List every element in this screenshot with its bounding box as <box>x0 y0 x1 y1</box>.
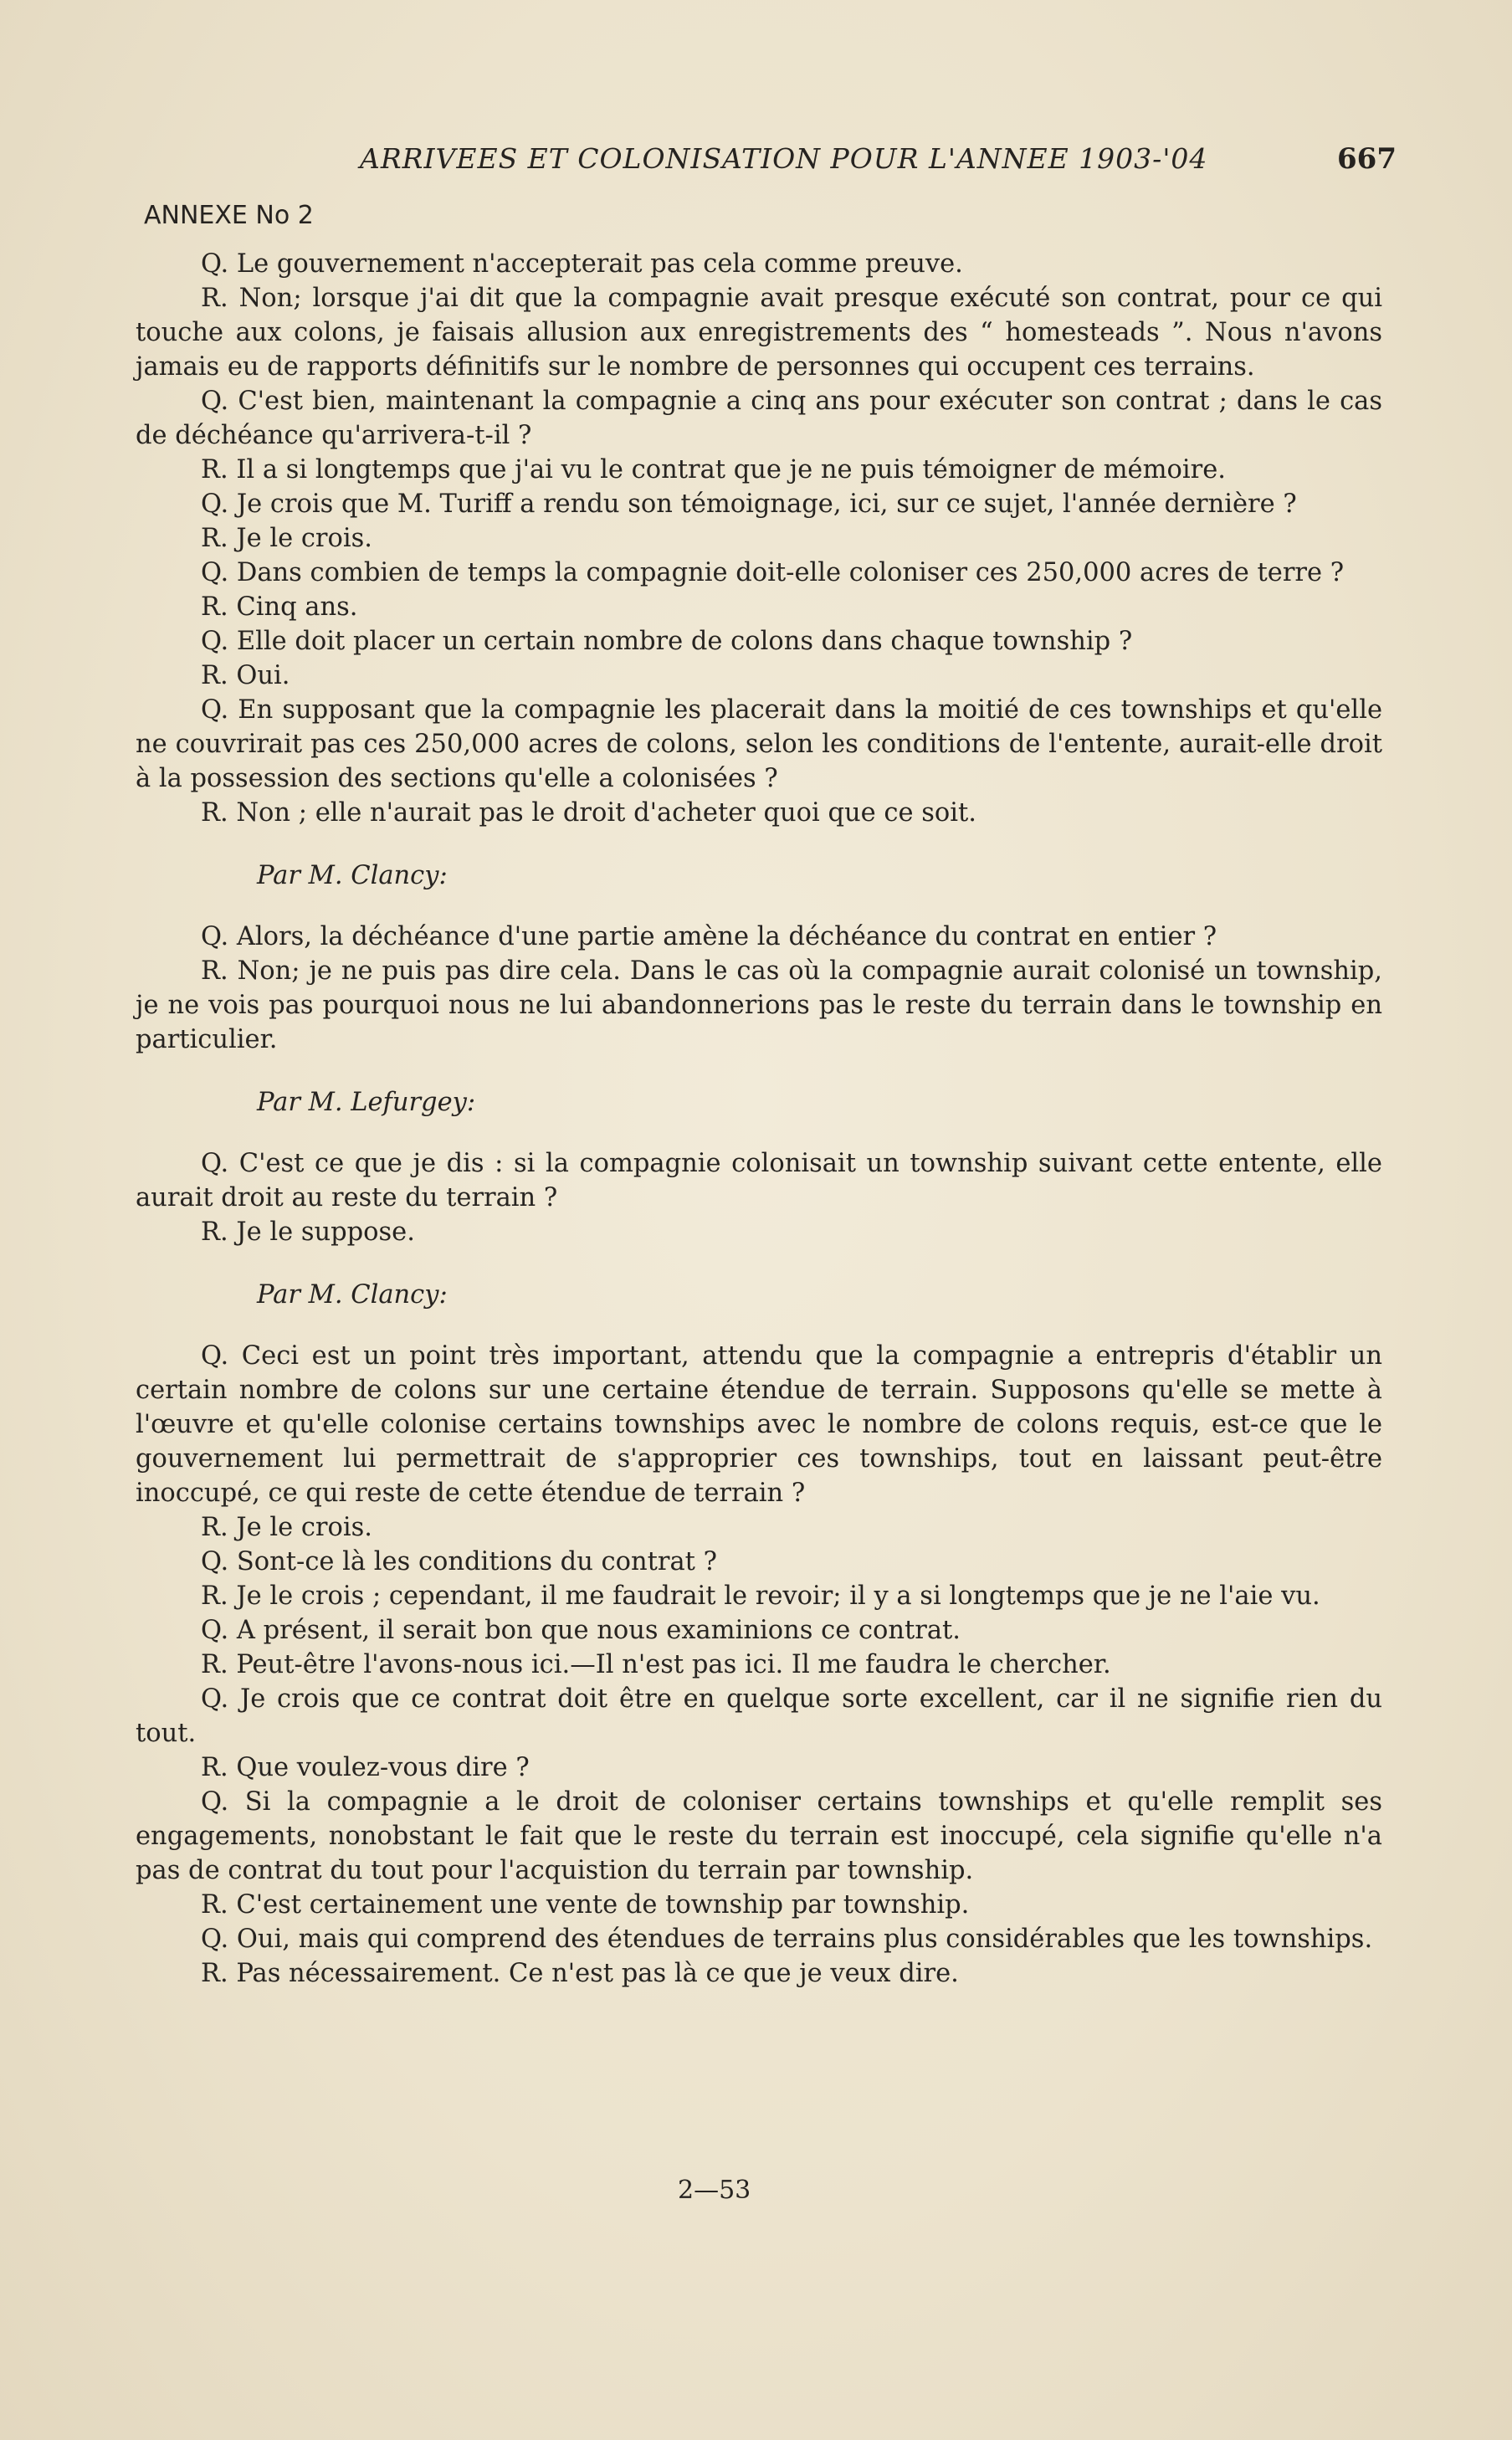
body-text <box>136 247 1382 1991</box>
testimony-paragraph: R. Que voulez-vous dire ? <box>201 1753 530 1782</box>
testimony-paragraph: R. Non; lorsque j'ai dit que la compagnie avait presque exécuté son contrat, pour ce qui touche aux colons, je faisais allusion aux enregistrements des “ homesteads ”. Nous n'avons jamais eu de rapports définitifs sur le nombre de personnes qui occupent ces terrains. <box>136 284 1382 382</box>
testimony-paragraph: Q. Je crois que ce contrat doit être en quelque sorte excellent, car il ne signifie rien du tout. <box>136 1684 1382 1748</box>
testimony-paragraph: R. C'est certainement une vente de township par township. <box>201 1890 970 1920</box>
testimony-paragraph: Q. C'est bien, maintenant la compagnie a cinq ans pour exécuter son contrat ; dans le cas de déchéance qu'arrivera-t-il ? <box>136 387 1382 450</box>
speaker-heading: Par M. Lefurgey: <box>257 1088 476 1117</box>
testimony-paragraph: Q. Elle doit placer un certain nombre de colons dans chaque township ? <box>201 627 1133 656</box>
testimony-paragraph: Q. Si la compagnie a le droit de coloniser certains townships et qu'elle remplit ses engagements, nonobstant le fait que le reste du terrain est inoccupé, cela signifie qu'elle n'a pas de contrat du tout pour l'acquistion du terrain par township. <box>136 1787 1382 1885</box>
speaker-heading: Par M. Clancy: <box>257 861 448 890</box>
speaker-heading: Par M. Clancy: <box>257 1280 448 1310</box>
page-number: 667 <box>1337 142 1397 176</box>
testimony-paragraph: R. Pas nécessairement. Ce n'est pas là ce que je veux dire. <box>201 1959 959 1988</box>
testimony-paragraph: Q. A présent, il serait bon que nous examinions ce contrat. <box>201 1616 961 1645</box>
testimony-paragraph: R. Je le suppose. <box>201 1217 415 1247</box>
signature-mark: 2—53 <box>678 2176 751 2205</box>
testimony-paragraph: R. Je le crois. <box>201 524 372 553</box>
running-title: ARRIVEES ET COLONISATION POUR L'ANNEE 1903-'04 <box>360 142 1208 175</box>
testimony-paragraph: Q. Alors, la déchéance d'une partie amène la déchéance du contrat en entier ? <box>201 922 1217 951</box>
testimony-paragraph: R. Cinq ans. <box>201 592 358 622</box>
testimony-paragraph: R. Je le crois ; cependant, il me faudrait le revoir; il y a si longtemps que je ne l'aie vu. <box>201 1581 1320 1611</box>
testimony-paragraph: Q. Oui, mais qui comprend des étendues de terrains plus considérables que les townships. <box>201 1925 1373 1954</box>
testimony-paragraph: R. Non; je ne puis pas dire cela. Dans le cas où la compagnie aurait colonisé un township, je ne vois pas pourquoi nous ne lui abandonnerions pas le reste du terrain dans le township en particulier. <box>136 956 1382 1054</box>
testimony-paragraph: R. Je le crois. <box>201 1513 372 1542</box>
testimony-paragraph: R. Non ; elle n'aurait pas le droit d'acheter quoi que ce soit. <box>201 798 976 828</box>
testimony-paragraph: R. Oui. <box>201 661 290 690</box>
testimony-paragraph: Q. Ceci est un point très important, attendu que la compagnie a entrepris d'établir un certain nombre de colons sur une certaine étendue de terrain. Supposons qu'elle se mette à l'œuvre et qu'elle colonise certains townships avec le nombre de colons requis, est-ce que le gouvernement lui permettrait de s'approprier ces townships, tout en laissant peut-être inoccupé, ce qui reste de cette étendue de terrain ? <box>136 1341 1382 1508</box>
testimony-paragraph: Q. Je crois que M. Turiff a rendu son témoignage, ici, sur ce sujet, l'année dernière ? <box>201 490 1297 519</box>
testimony-paragraph: Q. Le gouvernement n'accepterait pas cela comme preuve. <box>201 249 963 279</box>
testimony-paragraph: Q. Dans combien de temps la compagnie doit-elle coloniser ces 250,000 acres de terre ? <box>201 558 1345 587</box>
annexe-label: ANNEXE No 2 <box>144 201 314 230</box>
testimony-paragraph: R. Peut-être l'avons-nous ici.—Il n'est pas ici. Il me faudra le chercher. <box>201 1650 1111 1679</box>
testimony-paragraph: Q. C'est ce que je dis : si la compagnie colonisait un township suivant cette entente, elle aurait droit au reste du terrain ? <box>136 1149 1382 1212</box>
testimony-paragraph: R. Il a si longtemps que j'ai vu le contrat que je ne puis témoigner de mémoire. <box>201 455 1226 484</box>
testimony-paragraph: Q. En supposant que la compagnie les placerait dans la moitié de ces townships et qu'elle ne couvrirait pas ces 250,000 acres de colons, selon les conditions de l'entente, aurait-elle droit à la possession des sections qu'elle a colonisées ? <box>136 695 1382 793</box>
testimony-paragraph: Q. Sont-ce là les conditions du contrat ? <box>201 1547 717 1576</box>
